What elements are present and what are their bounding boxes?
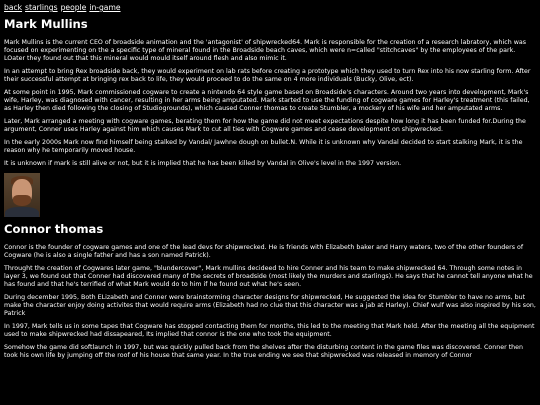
paragraph: Connor is the founder of cogware games and one of the lead devs for shipwrecked. He is friends with Elizabeth baker and Harry waters, two of the other founders of Cogware (he is also a single father and has a son named Patrick).	[4, 244, 524, 259]
section-title-connor-thomas: Connor thomas	[4, 222, 104, 236]
paragraph: In 1997, Mark tells us in some tapes that Cogware has stopped contacting them for months, this led to the meeting that Mark held. After the meeting all the equipment used to make shipwrecked had dissapeared, Its implied that connor is the one who took the equipment.	[4, 323, 535, 338]
paragraph: Later, Mark arranged a meeting with cogware games, berating them for how the game did not meet expectations despite how long it has been funded for.During the argument, Conner uses Harley against him which causes Mark to cut all ties with Cogware games and cease development on shipwrecked.	[4, 118, 526, 133]
paragraph: Somehow the game did softlaunch in 1997, but was quickly pulled back from the shelves after the disturbing content in the game files was discovered. Conner then took his own life by jumping off the roof of his house that same year. In the true ending we see that shipwrecked was released in memory of Connor	[4, 344, 524, 359]
paragraph: Throught the creation of Cogwares later game, "blundercover", Mark mullins decideed to hire Conner and his team to make shipwrecked 64. Through some notes in layer 3, we found out that Conner had discovered many of the secrets of broadside (most likely the murders and starlings). He says that he cannot tell anyone what he has found and that he's terrified of what Mark would do to him if he found out what he's seen.	[4, 265, 533, 288]
paragraph: During december 1995, Both ELizabeth and Conner were brainstorming character designs for shipwrecked, He suggested the idea for Stumbler to have no arms, but make the character enjoy doing activites that would require arms (Elizabeth had no clue that this character was a jab at Harley). Chief wulf was also inspired by his son, Patrick	[4, 294, 536, 317]
nav-link-in-game[interactable]: in-game	[89, 3, 121, 12]
portrait-shirt	[5, 207, 39, 217]
paragraph: Mark Mullins is the current CEO of broadside animation and the 'antagonist' of shipwrecked64. Mark is responsible for the creation of a research labratory, which was focused on experimenting on the a specific type of mineral found in the Broadside beach caves, which were n=called "stitchcaves" by the employees of the park. LOater they found out that this mineral would mould itself around flesh and also mimic it.	[4, 39, 527, 62]
portrait-beard	[13, 195, 31, 206]
nav-link-starlings[interactable]: starlings	[25, 3, 58, 12]
paragraph: In an attempt to bring Rex broadside back, they would experiment on lab rats before creating a prototype which they used to turn Rex into his now starling form. After their successful attempt at bringing rex back to life, they would proceed to do the same on 4 more individuals (Bucky, Olive, ect).	[4, 68, 531, 83]
nav-link-people[interactable]: people	[60, 3, 87, 12]
mark-mullins-portrait	[4, 173, 40, 217]
paragraph: It is unknown if mark is still alive or not, but it is implied that he has been killed by Vandal in Olive's level in the 1997 version.	[4, 160, 402, 167]
nav-link-back[interactable]: back	[4, 3, 23, 12]
section-title-mark-mullins: Mark Mullins	[4, 17, 88, 31]
paragraph: At some point in 1995, Mark commissioned cogware to create a nintendo 64 style game based on Broadside's characters. Around two years into development, Mark's wife, Harley, was diagnosed with cancer, resulting in her arms being amputated. Mark started to use the funding of cogware games for Harley's treatment (this failed, as Harley then died following the closing of Studiogrounds), which caused Conner thomas to create Stumbler, a mockery of his wife and her amputated arms.	[4, 89, 530, 112]
top-nav	[4, 3, 536, 12]
paragraph: In the early 2000s Mark now find himself being stalked by Vandal/ Jawhne dough on bullet.N. While it is unknown why Vandal decided to start stalking Mark, it is the reason why he temporarily moved house.	[4, 139, 523, 154]
